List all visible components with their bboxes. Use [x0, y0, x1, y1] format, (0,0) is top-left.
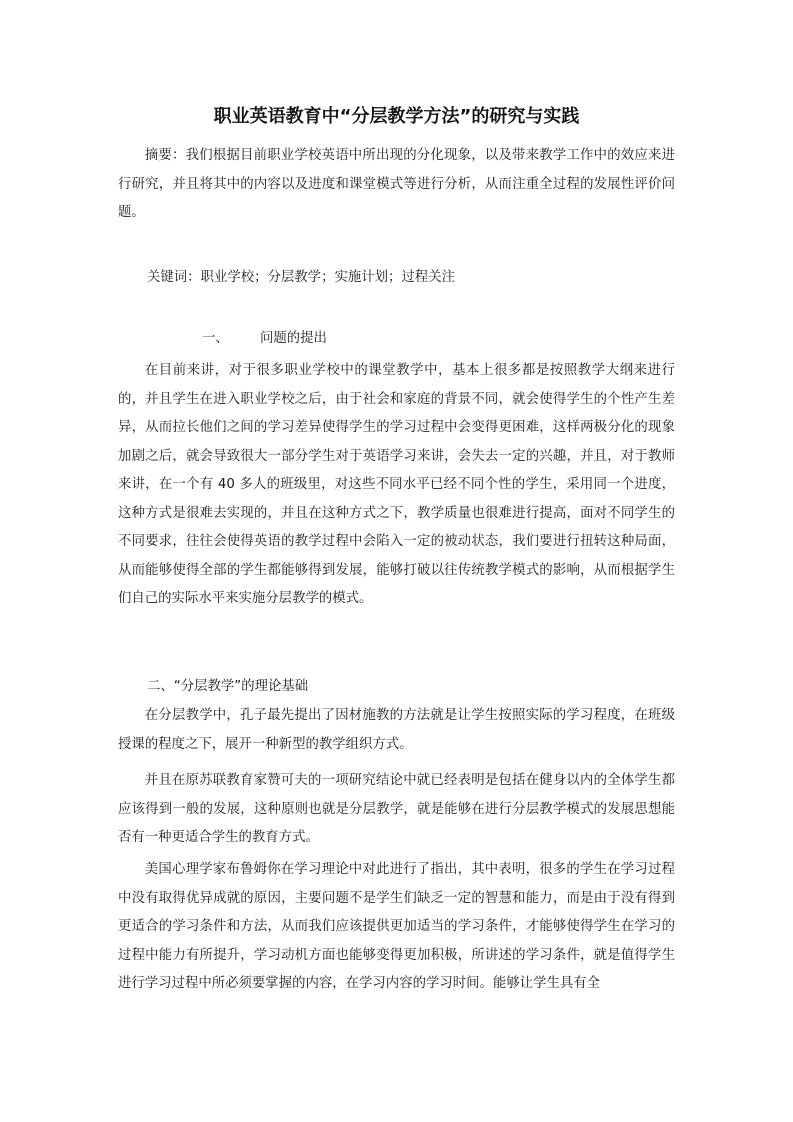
section-1-paragraph: 在目前来讲，对于很多职业学校中的课堂教学中，基本上很多都是按照教学大纲来进行的，并且学生在进入职业学校之后，由于社会和家庭的背景不同，就会使得学生的个性产生差异，从而拉长他们之间的学习差异使得学生的学习过程中会变得更困难，这样两极分化的现象加剧之后，就会导致很大一部分学生对于英语学习来讲，会失去一定的兴趣，并且，对于教师来讲，在一个有 40 多人的班级里，对这些不同水平已经不同个性的学生，采用同一个进度，这种方式是很难去实现的，并且在这种方式之下，教学质量也很难进行提高，面对不同学生的不同要求，往往会使得英语的教学过程中会陷入一定的被动状态，我们要进行扭转这种局面，从而能够使得全部的学生都能够得到发展，能够打破以往传统教学模式的影响，从而根据学生们自己的实际水平来实施分层教学的模式。: [118, 363, 675, 606]
section-2-paragraph-3: 美国心理学家布鲁姆你在学习理论中对此进行了指出，其中表明，很多的学生在学习过程中没有取得优异成就的原因，主要问题不是学生们缺乏一定的智慧和能力，而是由于没有得到更适合的学习条件和方法，从而我们应该提供更加适当的学习条件，才能够使得学生在学习的过程中能力有所提升，学习动机方面也能够变得更加积极，所讲述的学习条件，就是值得学生进行学习过程中所必须要掌握的内容，在学习内容的学习时间。能够让学生具有全: [118, 862, 675, 991]
document-title: 职业英语教育中“分层教学方法”的研究与实践: [213, 106, 580, 127]
section-1-title: 问题的提出: [260, 331, 327, 346]
abstract-paragraph: 摘要：我们根据目前职业学校英语中所出现的分化现象，以及带来教学工作中的效应来进行研究，并且将其中的内容以及进度和课堂模式等进行分析，从而注重全过程的发展性评价问题。: [118, 148, 675, 220]
section-2-paragraph-1: 在分层教学中，孔子最先提出了因材施教的方法就是让学生按照实际的学习程度，在班级授课的程度之下，展开一种新型的教学组织方式。: [118, 708, 675, 752]
section-2-heading: 二、“分层教学”的理论基础: [147, 679, 309, 694]
section-1-heading: [202, 325, 327, 354]
section-2-paragraph-2: 并且在原苏联教育家赞可夫的一项研究结论中就已经表明是包括在健身以内的全体学生都应该得到一般的发展，这种原则也就是分层教学，就是能够在进行分层教学模式的发展思想能否有一种更适合学生的教育方式。: [118, 773, 675, 845]
keywords-line: 关键词：职业学校；分层教学；实施计划；过程关注: [147, 270, 455, 285]
section-1-number: 一、: [202, 331, 229, 346]
